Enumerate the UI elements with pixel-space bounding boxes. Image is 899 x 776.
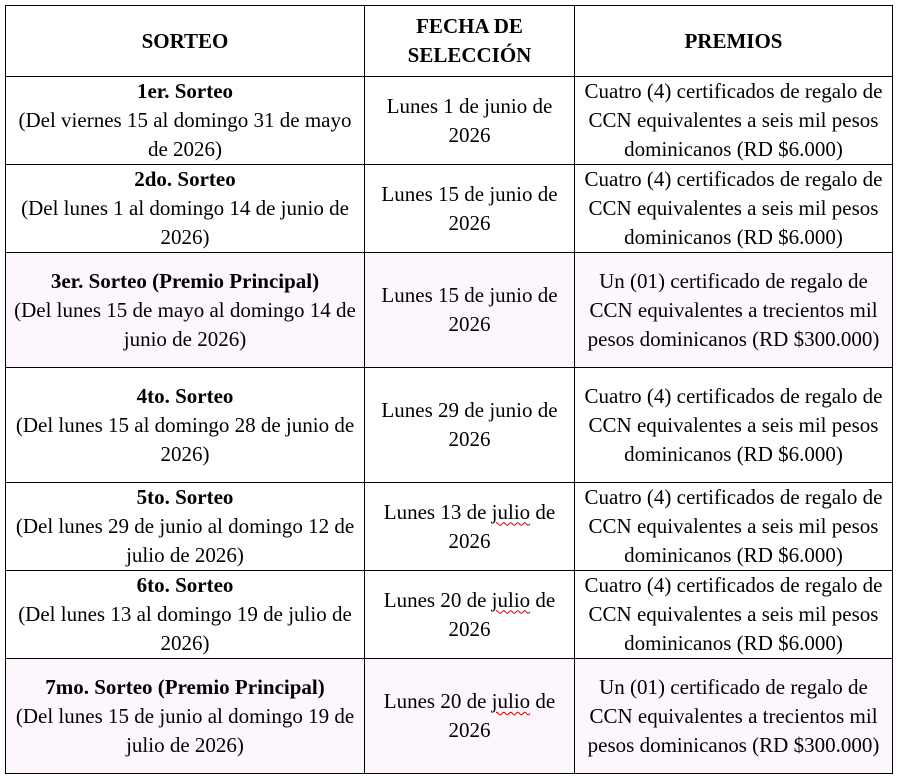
prize-cell	[575, 165, 893, 253]
draw-cell	[6, 483, 365, 571]
selection-date-cell	[365, 659, 575, 774]
selection-date	[371, 586, 568, 644]
spellcheck-flagged-word: julio	[491, 587, 531, 612]
prize-cell	[575, 483, 893, 571]
draw-period: (Del lunes 1 al domingo 14 de junio de 2026)	[21, 196, 349, 249]
prize-description: Un (01) certificado de regalo de CCN equivalentes a trecientos mil pesos dominicanos (RD $300.000)	[587, 674, 880, 757]
header-sorteo: SORTEO	[6, 6, 365, 77]
spellcheck-flagged-word: julio	[491, 689, 531, 713]
selection-date	[371, 92, 568, 150]
draw-period: (Del lunes 29 de junio al domingo 12 de julio de 2026)	[15, 514, 355, 567]
table-row	[6, 165, 893, 253]
draw-cell	[6, 571, 365, 659]
prize-description: Cuatro (4) certificados de regalo de CCN equivalentes a seis mil pesos dominicanos (RD $6.000)	[584, 485, 883, 567]
draw-title: 7mo. Sorteo (Premio Principal)	[45, 674, 325, 699]
selection-date-text-end: de 2026	[448, 499, 556, 553]
selection-date-text-end: de 2026	[448, 587, 556, 641]
prize-description: Cuatro (4) certificados de regalo de CCN equivalentes a seis mil pesos dominicanos (RD $6.000)	[584, 573, 883, 655]
selection-date	[371, 396, 568, 454]
prize-description: Cuatro (4) certificados de regalo de CCN equivalentes a seis mil pesos dominicanos (RD $6.000)	[584, 79, 883, 161]
draw-period: (Del lunes 15 al domingo 28 de junio de 2026)	[15, 412, 355, 466]
prize-description: Cuatro (4) certificados de regalo de CCN equivalentes a seis mil pesos dominicanos (RD $6.000)	[584, 383, 883, 466]
prize-cell	[575, 368, 893, 483]
draw-cell	[6, 165, 365, 253]
selection-date	[371, 180, 568, 238]
draw-schedule-table	[5, 5, 893, 774]
draw-title: 5to. Sorteo	[136, 485, 234, 509]
draw-period: (Del lunes 13 al domingo 19 de julio de 2026)	[18, 602, 352, 655]
table-row	[6, 571, 893, 659]
selection-date-text: Lunes 20 de	[383, 689, 492, 713]
table-row	[6, 77, 893, 165]
prize-description: Un (01) certificado de regalo de CCN equivalentes a trecientos mil pesos dominicanos (RD $300.000)	[587, 268, 880, 351]
prize-cell	[575, 77, 893, 165]
table-row	[6, 368, 893, 483]
spellcheck-flagged-word: julio	[491, 499, 531, 524]
selection-date-cell	[365, 165, 575, 253]
selection-date	[371, 498, 568, 556]
header-premios: PREMIOS	[575, 6, 893, 77]
prize-cell	[575, 571, 893, 659]
selection-date-cell	[365, 253, 575, 368]
draw-title: 1er. Sorteo	[136, 79, 234, 103]
prize-description: Cuatro (4) certificados de regalo de CCN equivalentes a seis mil pesos dominicanos (RD $6.000)	[584, 167, 883, 249]
draw-cell	[6, 253, 365, 368]
selection-date-text-end: de 2026	[448, 689, 556, 742]
selection-date-cell	[365, 77, 575, 165]
selection-date-text: Lunes 13 de	[383, 499, 492, 524]
selection-date-text: Lunes 20 de	[383, 587, 492, 612]
header-row	[6, 6, 893, 77]
draw-cell	[6, 77, 365, 165]
draw-period: (Del lunes 15 de mayo al domingo 14 de junio de 2026)	[14, 297, 356, 351]
draw-period: (Del lunes 15 de junio al domingo 19 de julio de 2026)	[15, 703, 355, 757]
draw-title: 2do. Sorteo	[134, 167, 236, 191]
selection-date	[371, 281, 568, 339]
table-row	[6, 253, 893, 368]
selection-date	[371, 687, 568, 745]
prize-cell	[575, 659, 893, 774]
selection-date-text: Lunes 15 de junio de 2026	[381, 181, 558, 235]
draw-cell	[6, 368, 365, 483]
selection-date-cell	[365, 571, 575, 659]
draw-period: (Del viernes 15 al domingo 31 de mayo de 2026)	[18, 108, 352, 161]
selection-date-cell	[365, 368, 575, 483]
selection-date-text: Lunes 29 de junio de 2026	[381, 398, 558, 451]
draw-title: 6to. Sorteo	[136, 573, 234, 597]
selection-date-text: Lunes 15 de junio de 2026	[381, 283, 558, 336]
table-row	[6, 659, 893, 774]
draw-title: 3er. Sorteo (Premio Principal)	[50, 268, 320, 293]
prize-cell	[575, 253, 893, 368]
header-fecha-seleccion: FECHA DE SELECCIÓN	[365, 6, 575, 77]
selection-date-text: Lunes 1 de junio de 2026	[386, 93, 553, 147]
table-row	[6, 483, 893, 571]
selection-date-cell	[365, 483, 575, 571]
draw-title: 4to. Sorteo	[136, 383, 234, 408]
draw-cell	[6, 659, 365, 774]
